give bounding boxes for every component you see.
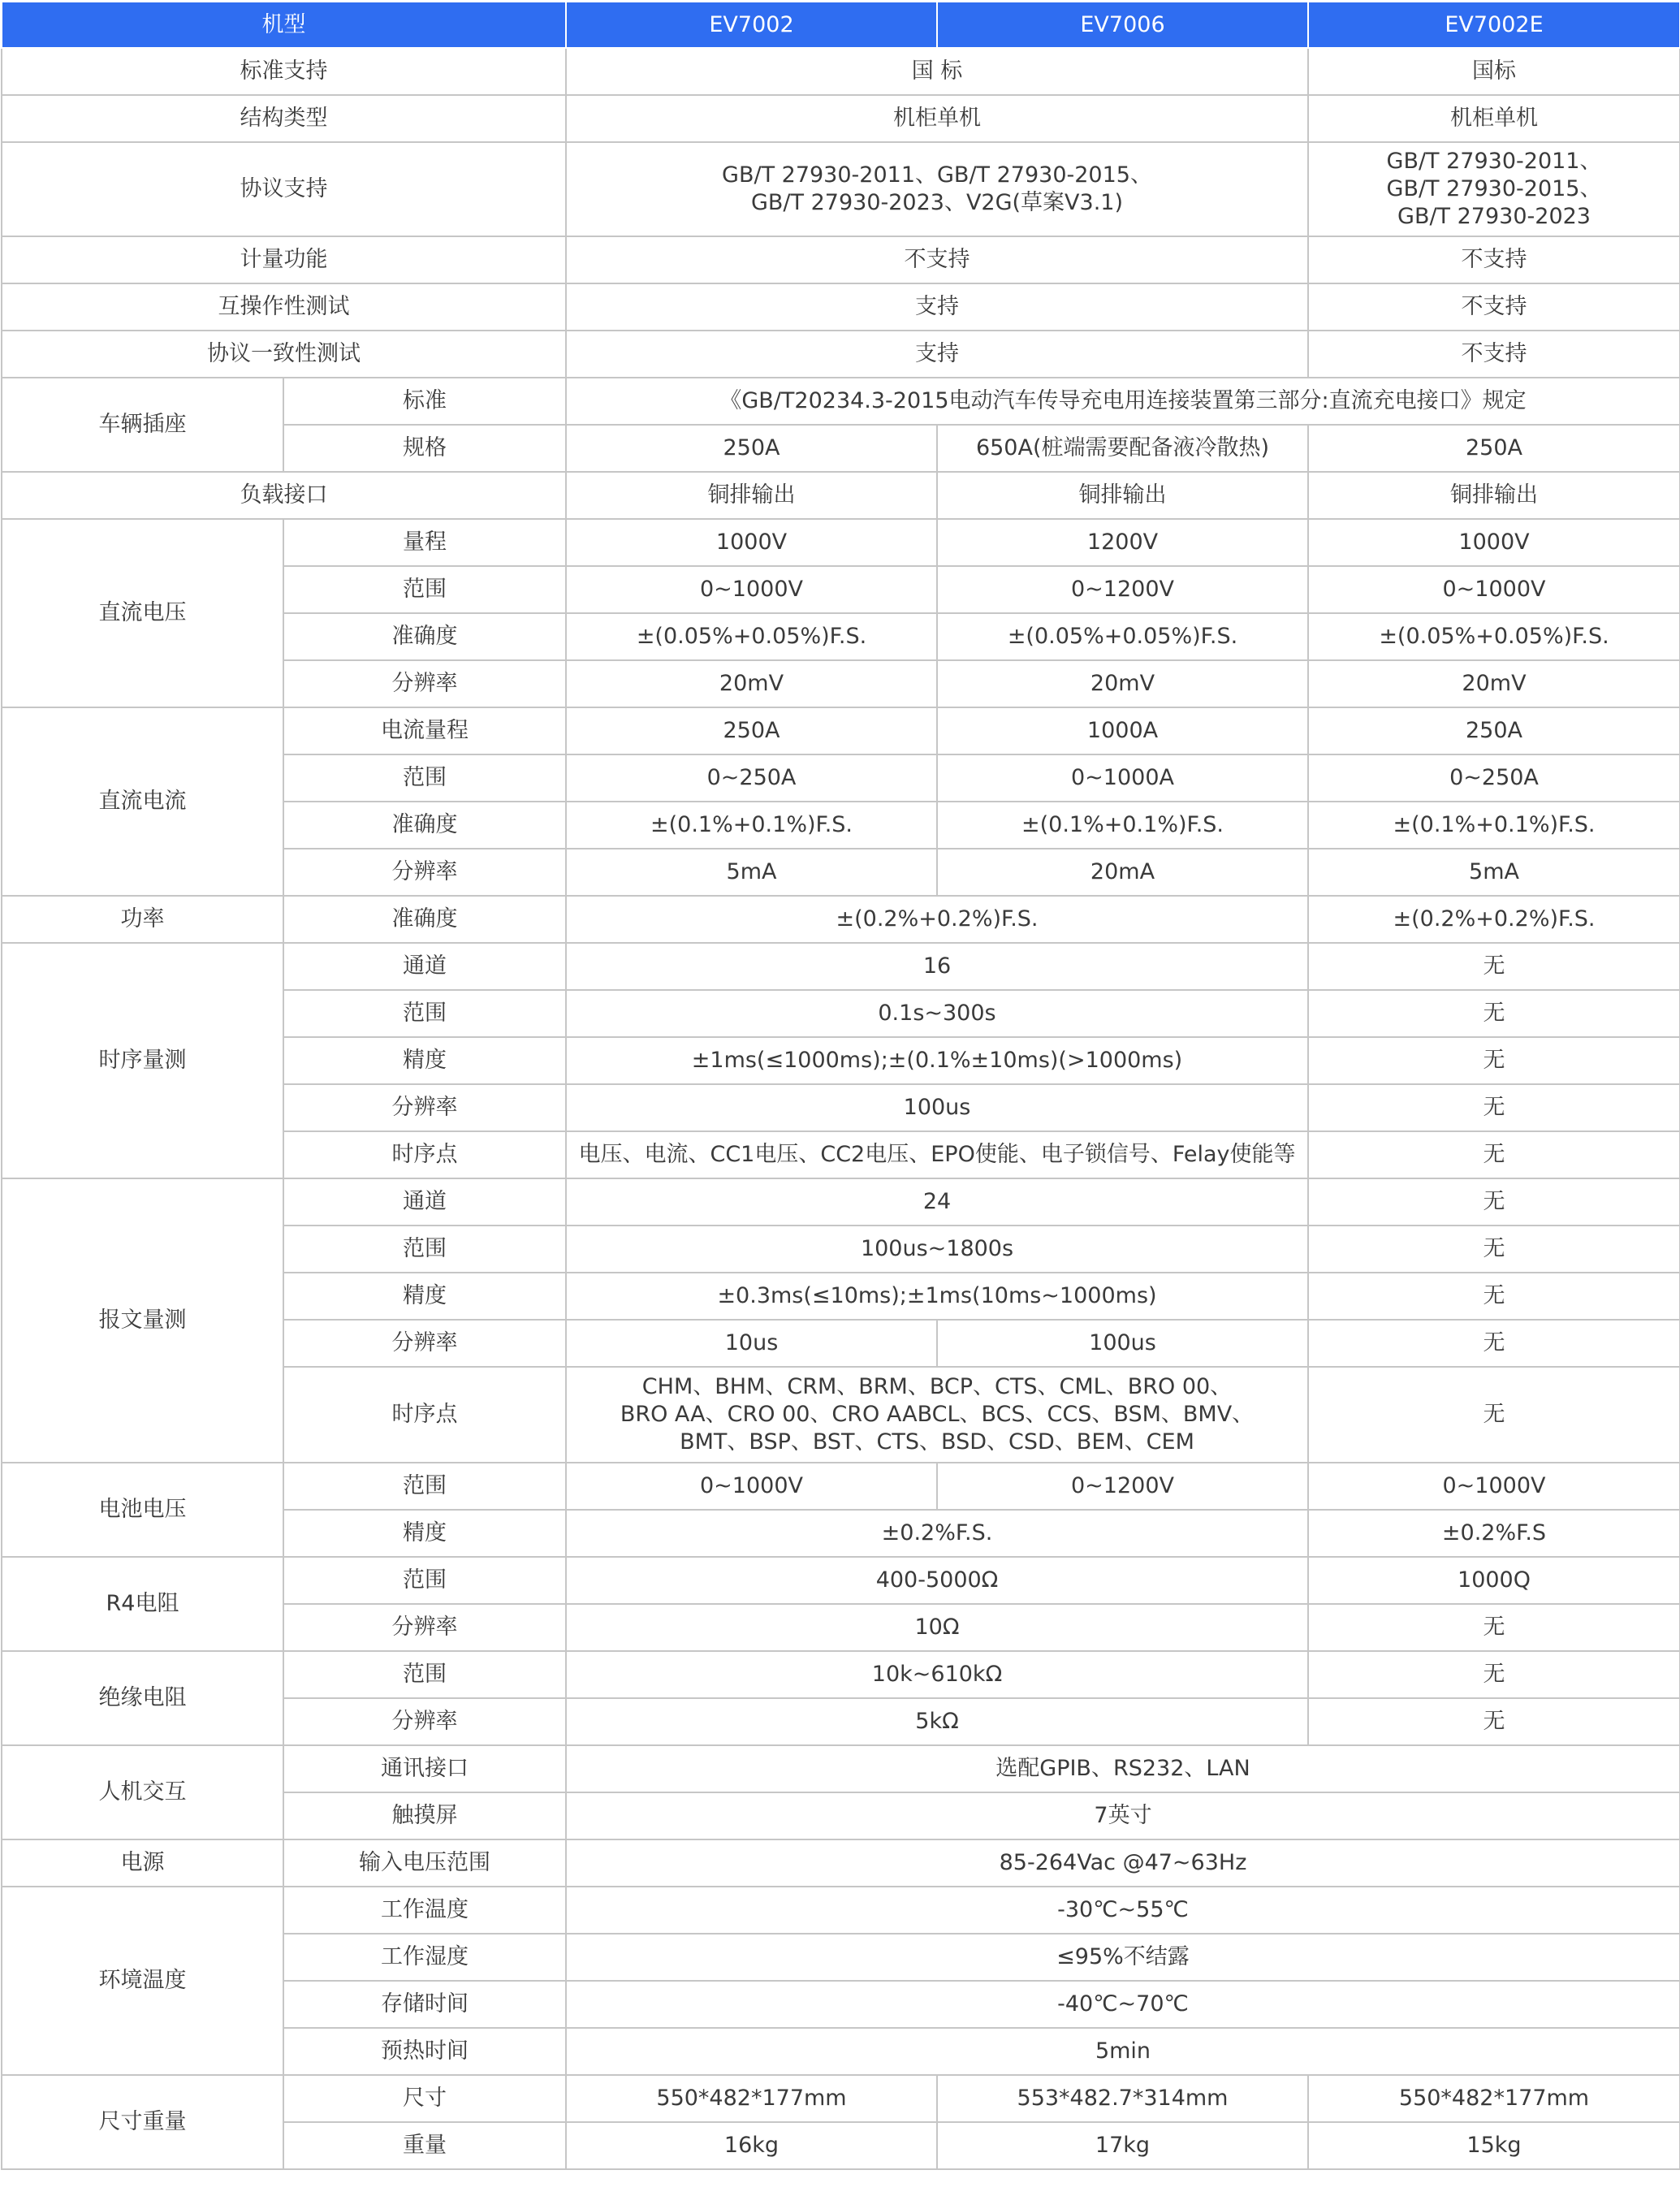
- sub-label: 重量: [283, 2122, 566, 2169]
- group-label: 车辆插座: [2, 378, 283, 472]
- cell-value: ±0.3ms(≤10ms);±1ms(10ms~1000ms): [566, 1273, 1308, 1320]
- group-label: 人机交互: [2, 1745, 283, 1839]
- cell-value: 5kΩ: [566, 1698, 1308, 1745]
- sub-label: 准确度: [283, 613, 566, 660]
- cell-value: ±1ms(≤1000ms);±(0.1%±10ms)(>1000ms): [566, 1037, 1308, 1084]
- cell-value: 机柜单机: [566, 95, 1308, 142]
- cell-value: 10Ω: [566, 1604, 1308, 1651]
- cell-value: 选配GPIB、RS232、LAN: [566, 1745, 1680, 1792]
- cell-value: 无: [1308, 1084, 1680, 1131]
- cell-value: ±(0.05%+0.05%)F.S.: [566, 613, 937, 660]
- cell-value: GB/T 27930-2011、 GB/T 27930-2015、 GB/T 27930-2023: [1308, 142, 1680, 236]
- spec-table: [1, 1, 1680, 2170]
- sub-label: 范围: [283, 566, 566, 613]
- sub-label: 分辨率: [283, 1604, 566, 1651]
- group-label: 尺寸重量: [2, 2075, 283, 2169]
- cell-value: 0~1200V: [937, 1463, 1308, 1510]
- cell-value: 20mV: [566, 660, 937, 707]
- cell-value: 0~1000V: [566, 566, 937, 613]
- cell-value: 17kg: [937, 2122, 1308, 2169]
- table-row: [2, 1839, 1680, 1887]
- cell-value: 550*482*177mm: [1308, 2075, 1680, 2122]
- sub-label: 范围: [283, 990, 566, 1037]
- sub-label: 触摸屏: [283, 1792, 566, 1839]
- cell-value: 无: [1308, 1604, 1680, 1651]
- table-row: [2, 1463, 1680, 1510]
- cell-value: 1000A: [937, 707, 1308, 754]
- cell-value: 0~250A: [1308, 754, 1680, 802]
- model-header: 机型: [2, 2, 566, 48]
- sub-label: 分辨率: [283, 1320, 566, 1367]
- group-label: 直流电流: [2, 707, 283, 896]
- header-row: [2, 2, 1680, 48]
- row-label: 协议支持: [2, 142, 566, 236]
- cell-value: 铜排输出: [937, 472, 1308, 519]
- cell-value: ±(0.1%+0.1%)F.S.: [937, 802, 1308, 849]
- cell-value: 15kg: [1308, 2122, 1680, 2169]
- sub-label: 分辨率: [283, 1084, 566, 1131]
- cell-value: 100us: [566, 1084, 1308, 1131]
- cell-value: ±(0.2%+0.2%)F.S.: [1308, 896, 1680, 943]
- group-label: 功率: [2, 896, 283, 943]
- table-row: [2, 48, 1680, 95]
- sub-label: 范围: [283, 1651, 566, 1698]
- group-label: 时序量测: [2, 943, 283, 1178]
- table-row: [2, 896, 1680, 943]
- sub-label: 范围: [283, 1463, 566, 1510]
- cell-value: ±(0.05%+0.05%)F.S.: [937, 613, 1308, 660]
- group-label: 报文量测: [2, 1178, 283, 1463]
- cell-value: 铜排输出: [1308, 472, 1680, 519]
- cell-value: -40℃~70℃: [566, 1981, 1680, 2028]
- sub-label: 预热时间: [283, 2028, 566, 2075]
- row-label: 计量功能: [2, 236, 566, 283]
- cell-value: CHM、BHM、CRM、BRM、BCP、CTS、CML、BRO 00、 BRO AA、CRO 00、CRO AABCL、BCS、CCS、BSM、BMV、 BMT、BSP、BST、CTS、BSD、CSD、BEM、CEM: [566, 1367, 1308, 1463]
- cell-value: 550*482*177mm: [566, 2075, 937, 2122]
- cell-value: 不支持: [1308, 236, 1680, 283]
- sub-label: 规格: [283, 425, 566, 472]
- cell-value: 国 标: [566, 48, 1308, 95]
- cell-value: 5mA: [1308, 849, 1680, 896]
- sub-label: 准确度: [283, 896, 566, 943]
- cell-value: 无: [1308, 1651, 1680, 1698]
- cell-value: GB/T 27930-2011、GB/T 27930-2015、 GB/T 27930-2023、V2G(草案V3.1): [566, 142, 1308, 236]
- sub-label: 量程: [283, 519, 566, 566]
- cell-value: 不支持: [1308, 283, 1680, 331]
- sub-label: 范围: [283, 1226, 566, 1273]
- cell-value: 不支持: [566, 236, 1308, 283]
- sub-label: 通道: [283, 1178, 566, 1226]
- cell-value: 0~1000V: [1308, 1463, 1680, 1510]
- table-row: [2, 378, 1680, 425]
- row-label: 结构类型: [2, 95, 566, 142]
- row-label: 负载接口: [2, 472, 566, 519]
- table-row: [2, 472, 1680, 519]
- group-label: R4电阻: [2, 1557, 283, 1651]
- cell-value: 国标: [1308, 48, 1680, 95]
- cell-value: 16kg: [566, 2122, 937, 2169]
- cell-value: 250A: [1308, 707, 1680, 754]
- table-row: [2, 519, 1680, 566]
- cell-value: 《GB/T20234.3-2015电动汽车传导充电用连接装置第三部分:直流充电接口》规定: [566, 378, 1680, 425]
- cell-value: ±0.2%F.S.: [566, 1510, 1308, 1557]
- model-ev7002-header: EV7002: [566, 2, 937, 48]
- sub-label: 工作温度: [283, 1887, 566, 1934]
- cell-value: 1000Q: [1308, 1557, 1680, 1604]
- cell-value: 20mA: [937, 849, 1308, 896]
- cell-value: 5mA: [566, 849, 937, 896]
- cell-value: 0~1000V: [566, 1463, 937, 1510]
- cell-value: 1000V: [566, 519, 937, 566]
- cell-value: 1200V: [937, 519, 1308, 566]
- sub-label: 时序点: [283, 1131, 566, 1178]
- cell-value: ±(0.2%+0.2%)F.S.: [566, 896, 1308, 943]
- cell-value: 100us~1800s: [566, 1226, 1308, 1273]
- table-row: [2, 236, 1680, 283]
- sub-label: 输入电压范围: [283, 1839, 566, 1887]
- cell-value: 7英寸: [566, 1792, 1680, 1839]
- sub-label: 精度: [283, 1510, 566, 1557]
- sub-label: 分辨率: [283, 1698, 566, 1745]
- cell-value: 0.1s~300s: [566, 990, 1308, 1037]
- cell-value: 250A: [566, 707, 937, 754]
- cell-value: 24: [566, 1178, 1308, 1226]
- cell-value: 无: [1308, 990, 1680, 1037]
- cell-value: 10k~610kΩ: [566, 1651, 1308, 1698]
- group-label: 电源: [2, 1839, 283, 1887]
- cell-value: 不支持: [1308, 331, 1680, 378]
- cell-value: 100us: [937, 1320, 1308, 1367]
- table-row: [2, 142, 1680, 236]
- cell-value: ±(0.1%+0.1%)F.S.: [1308, 802, 1680, 849]
- cell-value: 400-5000Ω: [566, 1557, 1308, 1604]
- sub-label: 准确度: [283, 802, 566, 849]
- table-row: [2, 1887, 1680, 1934]
- cell-value: 支持: [566, 283, 1308, 331]
- table-row: [2, 1651, 1680, 1698]
- table-row: [2, 331, 1680, 378]
- cell-value: ±0.2%F.S: [1308, 1510, 1680, 1557]
- sub-label: 工作湿度: [283, 1934, 566, 1981]
- cell-value: 无: [1308, 1037, 1680, 1084]
- cell-value: 250A: [566, 425, 937, 472]
- cell-value: 0~1000V: [1308, 566, 1680, 613]
- group-label: 直流电压: [2, 519, 283, 707]
- group-label: 环境温度: [2, 1887, 283, 2075]
- cell-value: 0~1200V: [937, 566, 1308, 613]
- table-row: [2, 943, 1680, 990]
- sub-label: 精度: [283, 1037, 566, 1084]
- cell-value: 电压、电流、CC1电压、CC2电压、EPO使能、电子锁信号、Felay使能等: [566, 1131, 1308, 1178]
- row-label: 标准支持: [2, 48, 566, 95]
- sub-label: 通道: [283, 943, 566, 990]
- table-row: [2, 2075, 1680, 2122]
- cell-value: ≤95%不结露: [566, 1934, 1680, 1981]
- sub-label: 标准: [283, 378, 566, 425]
- cell-value: 支持: [566, 331, 1308, 378]
- table-row: [2, 283, 1680, 331]
- cell-value: 无: [1308, 1367, 1680, 1463]
- cell-value: 无: [1308, 1131, 1680, 1178]
- group-label: 电池电压: [2, 1463, 283, 1557]
- sub-label: 通讯接口: [283, 1745, 566, 1792]
- cell-value: 0~250A: [566, 754, 937, 802]
- cell-value: 铜排输出: [566, 472, 937, 519]
- cell-value: 无: [1308, 1226, 1680, 1273]
- cell-value: 20mV: [937, 660, 1308, 707]
- model-ev7006-header: EV7006: [937, 2, 1308, 48]
- table-row: [2, 95, 1680, 142]
- sub-label: 尺寸: [283, 2075, 566, 2122]
- cell-value: 1000V: [1308, 519, 1680, 566]
- cell-value: 机柜单机: [1308, 95, 1680, 142]
- cell-value: 650A(桩端需要配备液冷散热): [937, 425, 1308, 472]
- model-ev7002e-header: EV7002E: [1308, 2, 1680, 48]
- sub-label: 时序点: [283, 1367, 566, 1463]
- sub-label: 精度: [283, 1273, 566, 1320]
- sub-label: 分辨率: [283, 660, 566, 707]
- group-label: 绝缘电阻: [2, 1651, 283, 1745]
- sub-label: 范围: [283, 754, 566, 802]
- cell-value: 0~1000A: [937, 754, 1308, 802]
- cell-value: -30℃~55℃: [566, 1887, 1680, 1934]
- cell-value: 5min: [566, 2028, 1680, 2075]
- sub-label: 分辨率: [283, 849, 566, 896]
- table-row: [2, 1745, 1680, 1792]
- cell-value: ±(0.1%+0.1%)F.S.: [566, 802, 937, 849]
- sub-label: 范围: [283, 1557, 566, 1604]
- table-row: [2, 707, 1680, 754]
- cell-value: 无: [1308, 1698, 1680, 1745]
- cell-value: 85-264Vac @47~63Hz: [566, 1839, 1680, 1887]
- cell-value: 无: [1308, 1273, 1680, 1320]
- cell-value: 250A: [1308, 425, 1680, 472]
- table-row: [2, 1557, 1680, 1604]
- cell-value: 无: [1308, 1320, 1680, 1367]
- cell-value: 20mV: [1308, 660, 1680, 707]
- table-row: [2, 1178, 1680, 1226]
- cell-value: 无: [1308, 1178, 1680, 1226]
- row-label: 协议一致性测试: [2, 331, 566, 378]
- cell-value: 无: [1308, 943, 1680, 990]
- row-label: 互操作性测试: [2, 283, 566, 331]
- cell-value: 553*482.7*314mm: [937, 2075, 1308, 2122]
- cell-value: 16: [566, 943, 1308, 990]
- sub-label: 电流量程: [283, 707, 566, 754]
- cell-value: 10us: [566, 1320, 937, 1367]
- sub-label: 存储时间: [283, 1981, 566, 2028]
- cell-value: ±(0.05%+0.05%)F.S.: [1308, 613, 1680, 660]
